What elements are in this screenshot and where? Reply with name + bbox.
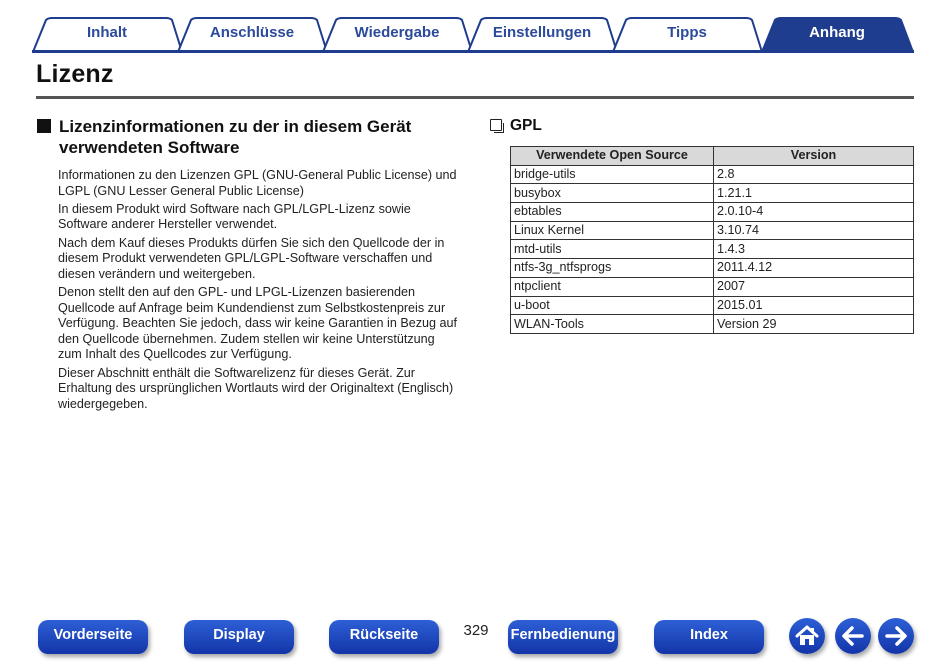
- table-cell: 1.21.1: [714, 184, 914, 203]
- remote-control-button[interactable]: Fernbedienung: [508, 620, 618, 654]
- table-cell: Linux Kernel: [511, 221, 714, 240]
- next-page-button[interactable]: [878, 618, 914, 654]
- tab-bar: [32, 16, 914, 54]
- section-title: Lizenzinformationen zu der in diesem Gerät verwendeten Software: [59, 117, 412, 157]
- table-cell: bridge-utils: [511, 165, 714, 184]
- paragraph: Nach dem Kauf dieses Produkts dürfen Sie sich den Quellcode der in diesem Produkt verwendeten GPL/LGPL-Software verschaffen und diesen verändern und weitergeben.: [58, 235, 445, 281]
- home-button[interactable]: [789, 618, 825, 654]
- paragraph: Denon stellt den auf den GPL- und LPGL-Lizenzen basierenden Quellcode auf Anfrage beim Kundendienst zum Selbstkostenpreis zur Verfügung. Beachten Sie jedoch, dass wir keine Garantien in Bezug auf den Quellcode übernehmen. Zudem stellen wir keine Unterstützung zum Inhalt des Quellcodes zur Verfügung.: [58, 284, 458, 362]
- table-row: [511, 277, 914, 296]
- table-header-row: [511, 147, 914, 166]
- square-bullet-icon: [37, 119, 51, 133]
- index-button[interactable]: Index: [654, 620, 764, 654]
- arrow-left-icon: [835, 618, 871, 654]
- gpl-title: GPL: [510, 117, 542, 134]
- table-row: [511, 165, 914, 184]
- table-cell: mtd-utils: [511, 240, 714, 259]
- table-cell: 2.0.10-4: [714, 203, 914, 222]
- table-row: [511, 221, 914, 240]
- tab-inhalt[interactable]: Inhalt: [87, 24, 127, 41]
- table-cell: ebtables: [511, 203, 714, 222]
- table-row: [511, 203, 914, 222]
- previous-page-button[interactable]: [835, 618, 871, 654]
- paragraph: Informationen zu den Lizenzen GPL (GNU-General Public License) und LGPL (GNU Lesser General Public License): [58, 168, 457, 198]
- tab-einstellungen[interactable]: Einstellungen: [492, 24, 592, 41]
- page-title: Lizenz: [36, 60, 114, 88]
- table-cell: u-boot: [511, 296, 714, 315]
- title-divider: [36, 96, 914, 99]
- table-cell: Version 29: [714, 315, 914, 334]
- table-cell: ntfs-3g_ntfsprogs: [511, 259, 714, 278]
- box-bullet-icon: [490, 119, 502, 131]
- table-row: [511, 240, 914, 259]
- table-cell: 2015.01: [714, 296, 914, 315]
- table-row: [511, 184, 914, 203]
- table-cell: 1.4.3: [714, 240, 914, 259]
- display-button[interactable]: Display: [184, 620, 294, 654]
- table-row: [511, 315, 914, 334]
- tab-anhang[interactable]: Anhang: [809, 24, 865, 41]
- table-cell: 2007: [714, 277, 914, 296]
- tab-anschluesse[interactable]: Anschlüsse: [209, 24, 295, 41]
- home-icon: [789, 618, 825, 654]
- table-row: [511, 259, 914, 278]
- table-cell: WLAN-Tools: [511, 315, 714, 334]
- tab-wiedergabe[interactable]: Wiedergabe: [354, 24, 440, 41]
- column-header: Verwendete Open Source: [511, 147, 714, 166]
- open-source-table: [510, 146, 914, 334]
- column-header: Version: [714, 147, 914, 166]
- table-cell: busybox: [511, 184, 714, 203]
- table-cell: 3.10.74: [714, 221, 914, 240]
- section-body: [58, 168, 458, 415]
- table-cell: 2011.4.12: [714, 259, 914, 278]
- table-cell: ntpclient: [511, 277, 714, 296]
- tab-tipps[interactable]: Tipps: [667, 24, 707, 41]
- table-cell: 2.8: [714, 165, 914, 184]
- page-number: 329: [463, 622, 489, 639]
- rear-panel-button[interactable]: Rückseite: [329, 620, 439, 654]
- arrow-right-icon: [878, 618, 914, 654]
- paragraph: In diesem Produkt wird Software nach GPL/LGPL-Lizenz sowie Software anderer Hersteller verwendet.: [58, 201, 411, 232]
- paragraph: Dieser Abschnitt enthält die Softwarelizenz für dieses Gerät. Zur Erhaltung des ursprünglichen Wortlauts wird der Originaltext (Englisch) wiedergegeben.: [58, 365, 454, 411]
- front-panel-button[interactable]: Vorderseite: [38, 620, 148, 654]
- table-row: [511, 296, 914, 315]
